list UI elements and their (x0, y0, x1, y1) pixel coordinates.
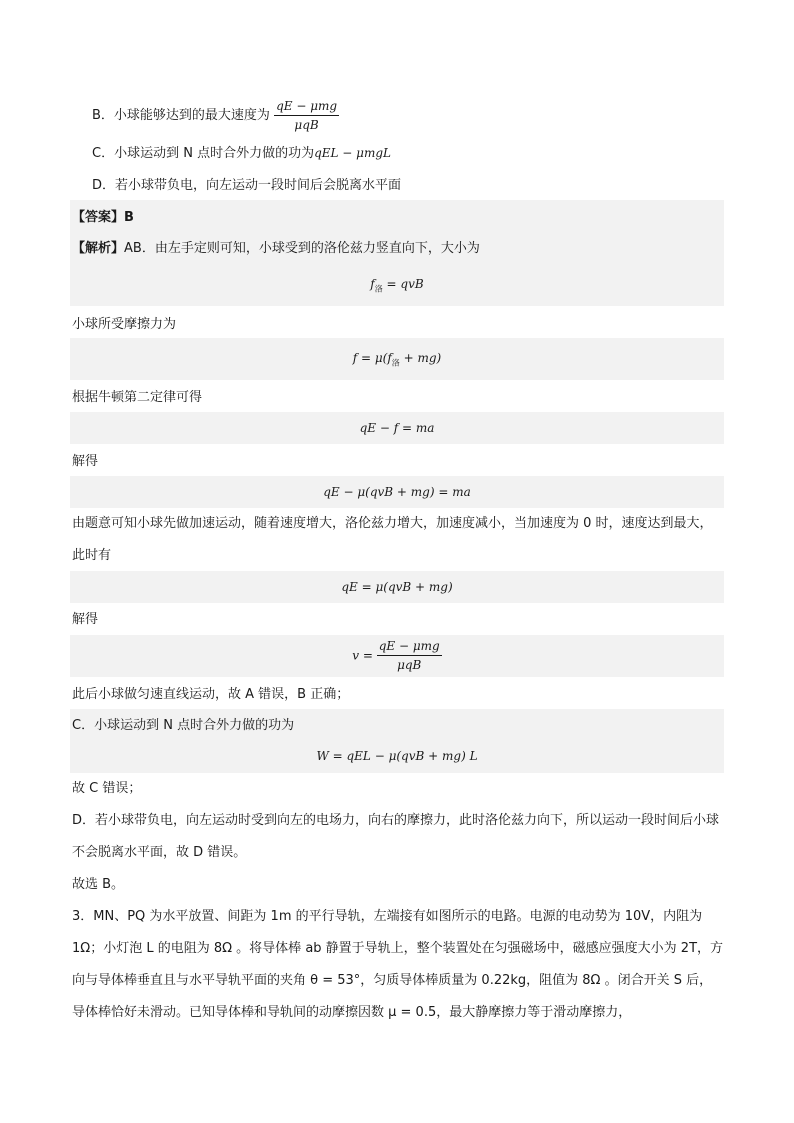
conclusion-ab: 此后小球做匀速直线运动，故 A 错误，B 正确； (72, 687, 350, 702)
fraction-numerator: qE − μmg (377, 638, 442, 656)
equation-lorentz: $f_洛$ = qvB (370, 277, 424, 294)
fraction-denominator: μqB (397, 658, 422, 673)
equation-velocity: v = $\frac{\text{qE − μmg}}{\text{μqB}}$ (352, 639, 440, 673)
option-b (92, 98, 339, 133)
option-d: D．若小球带负电，向左运动一段时间后会脱离水平面 (92, 178, 402, 193)
friction-text: 小球所受摩擦力为 (72, 317, 177, 332)
solve-text-2: 解得 (72, 612, 99, 627)
answer-value: B (124, 210, 134, 225)
option-b-text: B．小球能够达到的最大速度为 (92, 107, 270, 123)
option-c (92, 145, 391, 163)
reasoning-paragraph: 由题意可知小球先做加速运动，随着速度增大，洛伦兹力增大，加速度减小，当加速度为 0 时，速度达到最大，此时有 (72, 516, 713, 563)
c-analysis-text: C．小球运动到 N 点时合外力做的功为 (72, 718, 295, 733)
fraction-numerator: qE − μmg (274, 98, 339, 116)
option-b-fraction (274, 98, 339, 133)
velocity-fraction (377, 638, 442, 673)
analysis-intro (72, 240, 480, 258)
subscript-luo: 洛 (374, 284, 383, 294)
newton-text: 根据牛顿第二定律可得 (72, 390, 203, 405)
question-3: 3．MN、PQ 为水平放置、间距为 1m 的平行导轨，左端接有如图所示的电路。电源的电动势为 10V，内阻为 1Ω；小灯泡 L 的电阻为 8Ω 。将导体棒 ab 静置于导轨上，整个装置处在匀强磁场中，磁感应强度大小为 2T，方向与导体棒垂直且与水平导轨平面的夹角 θ = 53°，匀质导体棒质量为 0.22kg，阻值为 8Ω 。闭合开关 S 后，导体棒恰好未滑动。已知导体棒和导轨间的动摩擦因数 μ = 0.5，最大静摩擦力等于滑动摩擦力， (72, 909, 724, 1020)
subscript-luo: 洛 (391, 358, 400, 368)
equation-friction: $f = \mu(f_洛 + mg)$ (352, 351, 442, 368)
analysis-intro-text: AB．由左手定则可知，小球受到的洛伦兹力竖直向下，大小为 (124, 241, 480, 256)
equation-newton: qE − f = ma (359, 421, 435, 435)
option-c-math: qEL − μmgL (314, 146, 391, 160)
solve-text-1: 解得 (72, 454, 99, 469)
equation-acceleration: qE − μ(qvB + mg) = ma (323, 485, 471, 499)
fraction-denominator: μqB (294, 118, 319, 133)
equation-balance: qE = μ(qvB + mg) (341, 580, 453, 594)
equation-work: W = qEL − μ(qvB + mg) L (316, 749, 478, 763)
final-answer: 故选 B。 (72, 877, 125, 892)
c-wrong-text: 故 C 错误； (72, 781, 142, 796)
answer-label: 【答案】 (72, 210, 125, 225)
analysis-label: 【解析】 (72, 241, 125, 256)
answer-line (72, 209, 134, 227)
option-c-text: C．小球运动到 N 点时合外力做的功为 (92, 146, 315, 161)
d-analysis-paragraph: D．若小球带负电，向左运动时受到向左的电场力，向右的摩擦力，此时洛伦兹力向下，所以运动一段时间后小球不会脱离水平面，故 D 错误。 (72, 813, 720, 860)
